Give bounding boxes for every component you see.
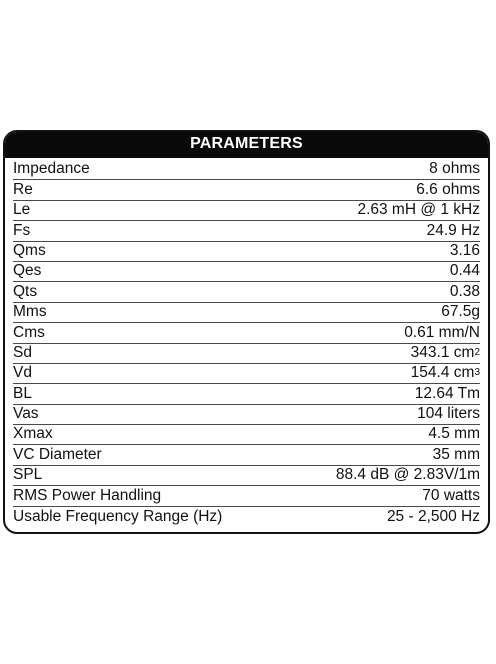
param-name: Vd	[13, 364, 32, 382]
table-row	[13, 201, 480, 221]
param-name: Xmax	[13, 425, 53, 443]
param-value-exponent: 3	[474, 367, 480, 379]
param-name: Qts	[13, 282, 38, 300]
param-value: 6.6 ohms	[416, 180, 480, 198]
table-row	[13, 262, 480, 282]
param-name: SPL	[13, 466, 43, 484]
param-name: Qms	[13, 241, 46, 259]
table-row	[13, 445, 480, 465]
param-value: 8 ohms	[429, 160, 480, 178]
table-row	[13, 507, 480, 527]
param-value: 104 liters	[417, 405, 480, 423]
table-row	[13, 405, 480, 425]
param-name: RMS Power Handling	[13, 486, 162, 504]
param-value-exponent: 2	[474, 346, 480, 358]
table-row	[13, 425, 480, 445]
table-row	[13, 160, 480, 180]
param-name: Mms	[13, 303, 47, 321]
param-value: 2.63 mH @ 1 kHz	[357, 201, 480, 219]
param-value: 0.38	[449, 282, 480, 300]
param-name: Le	[13, 201, 31, 219]
table-row	[13, 466, 480, 486]
table-row	[13, 486, 480, 506]
param-value	[411, 364, 480, 382]
param-value: 67.5g	[441, 303, 480, 321]
param-value: 4.5 mm	[428, 425, 480, 443]
table-row	[13, 344, 480, 364]
table-row	[13, 323, 480, 343]
table-row	[13, 242, 480, 262]
param-name: Cms	[13, 323, 45, 341]
param-name: Vas	[13, 405, 39, 423]
param-name: Impedance	[13, 160, 90, 178]
parameters-table	[3, 130, 490, 534]
param-name: BL	[13, 384, 32, 402]
table-row	[13, 180, 480, 200]
param-name: VC Diameter	[13, 445, 102, 463]
param-value: 12.64 Tm	[414, 384, 480, 402]
param-value: 35 mm	[432, 445, 480, 463]
table-row	[13, 303, 480, 323]
param-value-text: 154.4 cm	[410, 364, 475, 382]
param-name: Qes	[13, 262, 42, 280]
param-name: Fs	[13, 221, 31, 239]
param-value: 0.61 mm/N	[404, 323, 480, 341]
table-row	[13, 221, 480, 241]
param-value	[411, 344, 480, 362]
parameters-rows	[5, 158, 488, 527]
param-value: 24.9 Hz	[426, 221, 480, 239]
param-name: Re	[13, 180, 33, 198]
param-value: 25 - 2,500 Hz	[386, 508, 480, 526]
table-row	[13, 282, 480, 302]
param-value: 0.44	[449, 262, 480, 280]
param-value-text: 343.1 cm	[410, 343, 475, 361]
param-value: 70 watts	[422, 486, 480, 504]
param-value: 88.4 dB @ 2.83V/1m	[335, 466, 480, 484]
table-row	[13, 364, 480, 384]
table-row	[13, 384, 480, 404]
param-name: Sd	[13, 343, 32, 361]
parameters-header: PARAMETERS	[5, 132, 488, 158]
param-value: 3.16	[449, 241, 480, 259]
param-name: Usable Frequency Range (Hz)	[13, 508, 223, 526]
